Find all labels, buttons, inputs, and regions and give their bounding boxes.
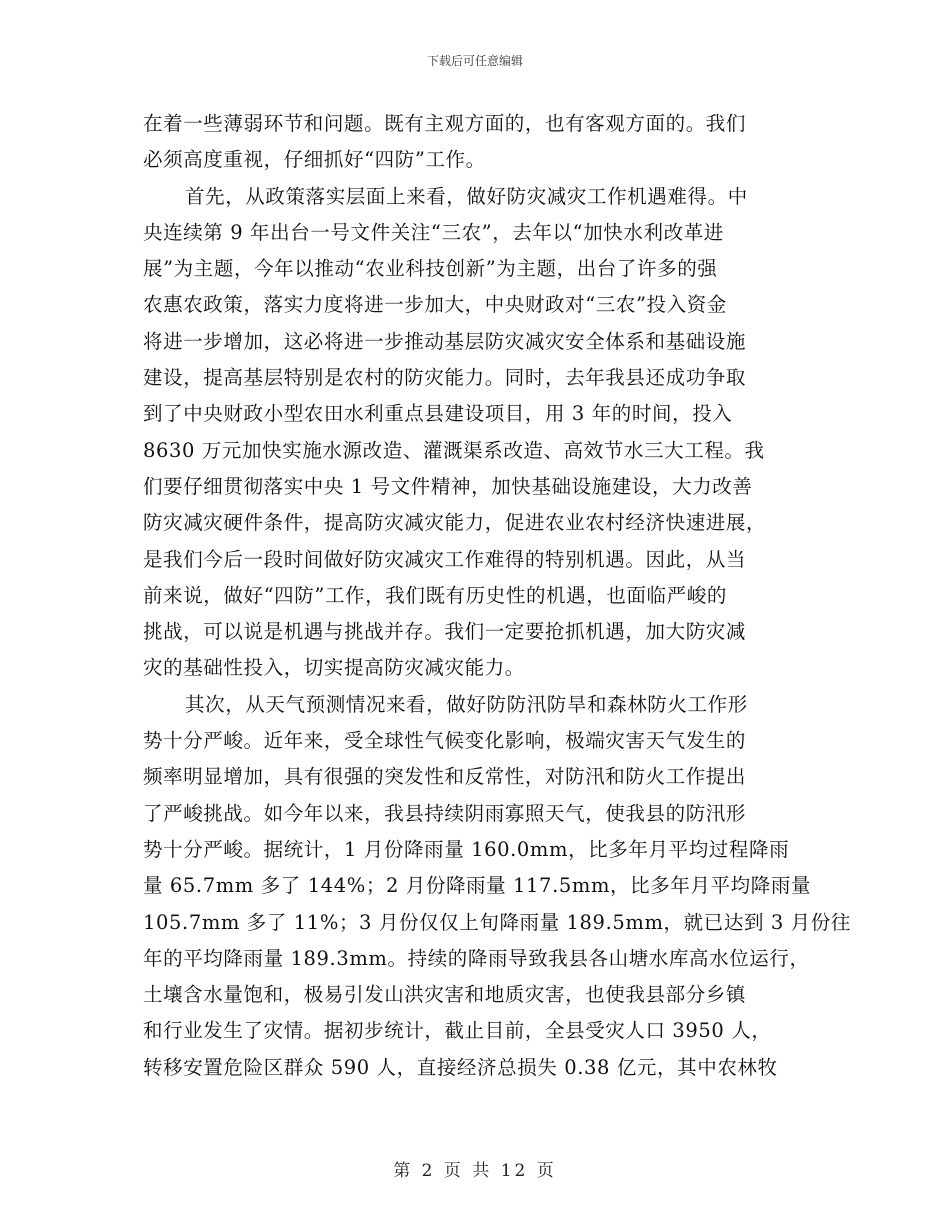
text-line: 将进一步增加，这必将进一步推动基层防灾减灾安全体系和基础设施 — [143, 329, 747, 353]
text-line: 灾的基础性投入，切实提高防灾减灾能力。 — [143, 656, 525, 680]
paragraph-3 — [143, 687, 851, 1086]
text-line: 农惠农政策，落实力度将进一步加大，中央财政对“三农”投入资金 — [143, 293, 727, 317]
header-note: 下载后可任意编辑 — [426, 54, 523, 68]
text-line: 必须高度重视，仔细抓好“四防”工作。 — [143, 148, 486, 172]
paragraph-2 — [143, 179, 823, 687]
text-line: 了严峻挑战。如今年以来，我县持续阴雨寡照天气，使我县的防汛形 — [143, 801, 747, 825]
text-line: 转移安置危险区群众 590 人，直接经济总损失 0.38 亿元，其中农林牧 — [143, 1055, 778, 1079]
text-line: 建设，提高基层特别是农村的防灾能力。同时，去年我县还成功争取 — [143, 366, 747, 390]
text-line: 105.7mm 多了 11%；3 月份仅仅上旬降雨量 189.5mm，就已达到 3 月份往 — [143, 910, 851, 934]
text-line: 是我们今后一段时间做好防灾减灾工作难得的特别机遇。因此，从当 — [143, 547, 747, 571]
text-line: 防灾减灾硬件条件，提高防灾减灾能力，促进农业农村经济快速进展， — [143, 511, 767, 535]
text-line: 央连续第 9 年出台一号文件关注“三农”，去年以“加快水利改革进 — [143, 220, 724, 244]
text-line: 土壤含水量饱和，极易引发山洪灾害和地质灾害，也使我县部分乡镇 — [143, 983, 747, 1007]
text-line: 挑战，可以说是机遇与挑战并存。我们一定要抢抓机遇，加大防灾减 — [143, 620, 747, 644]
document-body — [143, 106, 851, 1086]
text-line: 到了中央财政小型农田水利重点县建设项目，用 3 年的时间，投入 — [143, 402, 733, 426]
text-line: 势十分严峻。近年来，受全球性气候变化影响，极端灾害天气发生的 — [143, 729, 747, 753]
text-line: 前来说，做好“四防”工作，我们既有历史性的机遇，也面临严峻的 — [143, 583, 727, 607]
paragraph-1 — [143, 106, 823, 179]
text-line: 在着一些薄弱环节和问题。既有主观方面的，也有客观方面的。我们 — [143, 112, 747, 135]
text-line: 年的平均降雨量 189.3mm。持续的降雨导致我县各山塘水库高水位运行， — [143, 946, 810, 970]
text-line: 8630 万元加快实施水源改造、灌溉渠系改造、高效节水三大工程。我 — [143, 438, 765, 462]
text-line: 势十分严峻。据统计，1 月份降雨量 160.0mm，比多年月平均过程降雨 — [143, 837, 790, 861]
text-line: 展”为主题，今年以推动“农业科技创新”为主题，出台了许多的强 — [143, 257, 718, 281]
text-line: 其次，从天气预测情况来看，做好防防汛防旱和森林防火工作形 — [185, 692, 748, 716]
text-line: 频率明显增加，具有很强的突发性和反常性，对防汛和防火工作提出 — [143, 765, 747, 789]
page-number: 第 2 页 共 12 页 — [393, 1161, 557, 1181]
text-line: 们要仔细贯彻落实中央 1 号文件精神，加快基础设施建设，大力改善 — [143, 474, 753, 498]
text-line: 首先，从政策落实层面上来看，做好防灾减灾工作机遇难得。中 — [185, 184, 748, 208]
text-line: 量 65.7mm 多了 144%；2 月份降雨量 117.5mm，比多年月平均降雨量 — [143, 874, 812, 898]
text-line: 和行业发生了灾情。据初步统计，截止目前，全县受灾人口 3950 人， — [143, 1019, 772, 1043]
